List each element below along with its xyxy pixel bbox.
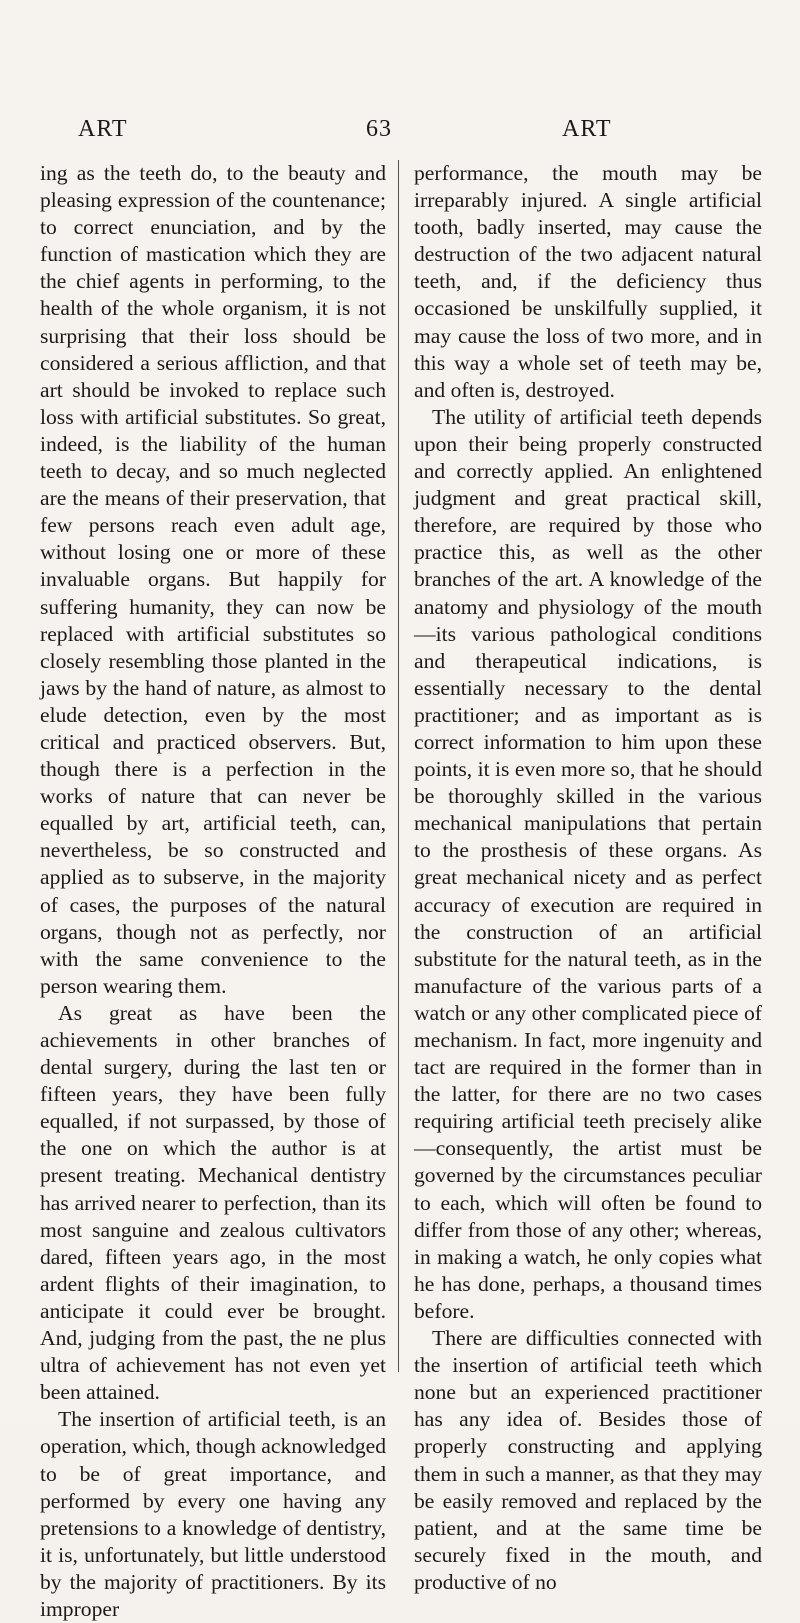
left-paragraph-3: The insertion of artificial teeth, is an operation, which, though acknowledged to be of great importance, and performed by every one having any pretensions to a knowledge of dentistry, it is, unfortunately, but little understood by the majority of practitioners. By its improper <box>40 1407 387 1621</box>
header-left-title: ART <box>78 116 128 142</box>
page-number: 63 <box>366 116 392 142</box>
left-paragraph-2: As great as have been the achievements in other branches of dental surgery, during the last ten or fifteen years, they have been fully equalled, if not surpassed, by those of the one on which the author is at present treating. Mechanical dentistry has arrived nearer to perfection, than its most sanguine and zealous cultivators dared, fifteen years ago, in the most ardent flights of their imagination, to anticipate it could ever be brought. And, judging from the past, the ne plus ultra of achievement has not even yet been attained. <box>40 1000 386 1405</box>
right-column <box>414 160 762 1596</box>
running-header <box>0 116 800 150</box>
right-paragraph-3: There are difficulties connected with the insertion of artificial teeth which none but an experienced practitioner has any idea of. Besides those of properly constructing and applying them in such a manner, as that they may be easily removed and replaced by the patient, and at the same time be securely fixed in the mouth, and productive of no <box>414 1326 762 1594</box>
right-paragraph-2: The utility of artificial teeth depends upon their being properly constructed and correctly applied. An enlightened judgment and great practical skill, therefore, are required by those who practice this, as well as the other branches of the art. A knowledge of the anatomy and physiology of the mouth—its various pathological conditions and therapeutical indications, is essentially necessary to the dental practitioner; and as important as is correct information to him upon these points, it is even more so, that he should be thoroughly skilled in the various mechanical manipulations that pertain to the prosthesis of these organs. As great mechanical nicety and as perfect accuracy of execution are required in the construction of an artificial substitute for the natural teeth, as in the manufacture of the various parts of a watch or any other complicated piece of mechanism. In fact, more ingenuity and tact are required in the former than in the latter, for there are no two cases requiring artificial teeth precisely alike—consequently, the artist must be governed by the circumstances peculiar to each, which will often be found to differ from those of any other; whereas, in making a watch, he only copies what he has done, perhaps, a thousand times before. <box>414 404 762 1323</box>
right-paragraph-1: performance, the mouth may be irreparably injured. A single artificial tooth, badly inserted, may cause the destruction of the two adjacent natural teeth, and, if the deficiency thus occasioned be unskilfully supplied, it may cause the loss of two more, and in this way a whole set of teeth may be, and often is, destroyed. <box>414 161 762 402</box>
left-column <box>40 160 386 1623</box>
left-paragraph-1: ing as the teeth do, to the beauty and pleasing expression of the countenance; to correct enunciation, and by the function of mastication which they are the chief agents in performing, to the health of the whole organism, it is not surprising that their loss should be considered a serious affliction, and that art should be invoked to replace such loss with artificial substitutes. So great, indeed, is the liability of the human teeth to decay, and so much neglected are the means of their preservation, that few persons reach even adult age, without losing one or more of these invaluable organs. But happily for suffering humanity, they can now be replaced with artificial substitutes so closely resembling those planted in the jaws by the hand of nature, as almost to elude detection, even by the most critical and practiced observers. But, though there is a perfection in the works of nature that can never be equalled by art, artificial teeth, can, nevertheless, be so constructed and applied as to subserve, in the majority of cases, the purposes of the natural organs, though not as perfectly, nor with the same convenience to the person wearing them. <box>40 161 386 998</box>
header-right-title: ART <box>562 116 612 142</box>
column-divider <box>398 160 399 1372</box>
